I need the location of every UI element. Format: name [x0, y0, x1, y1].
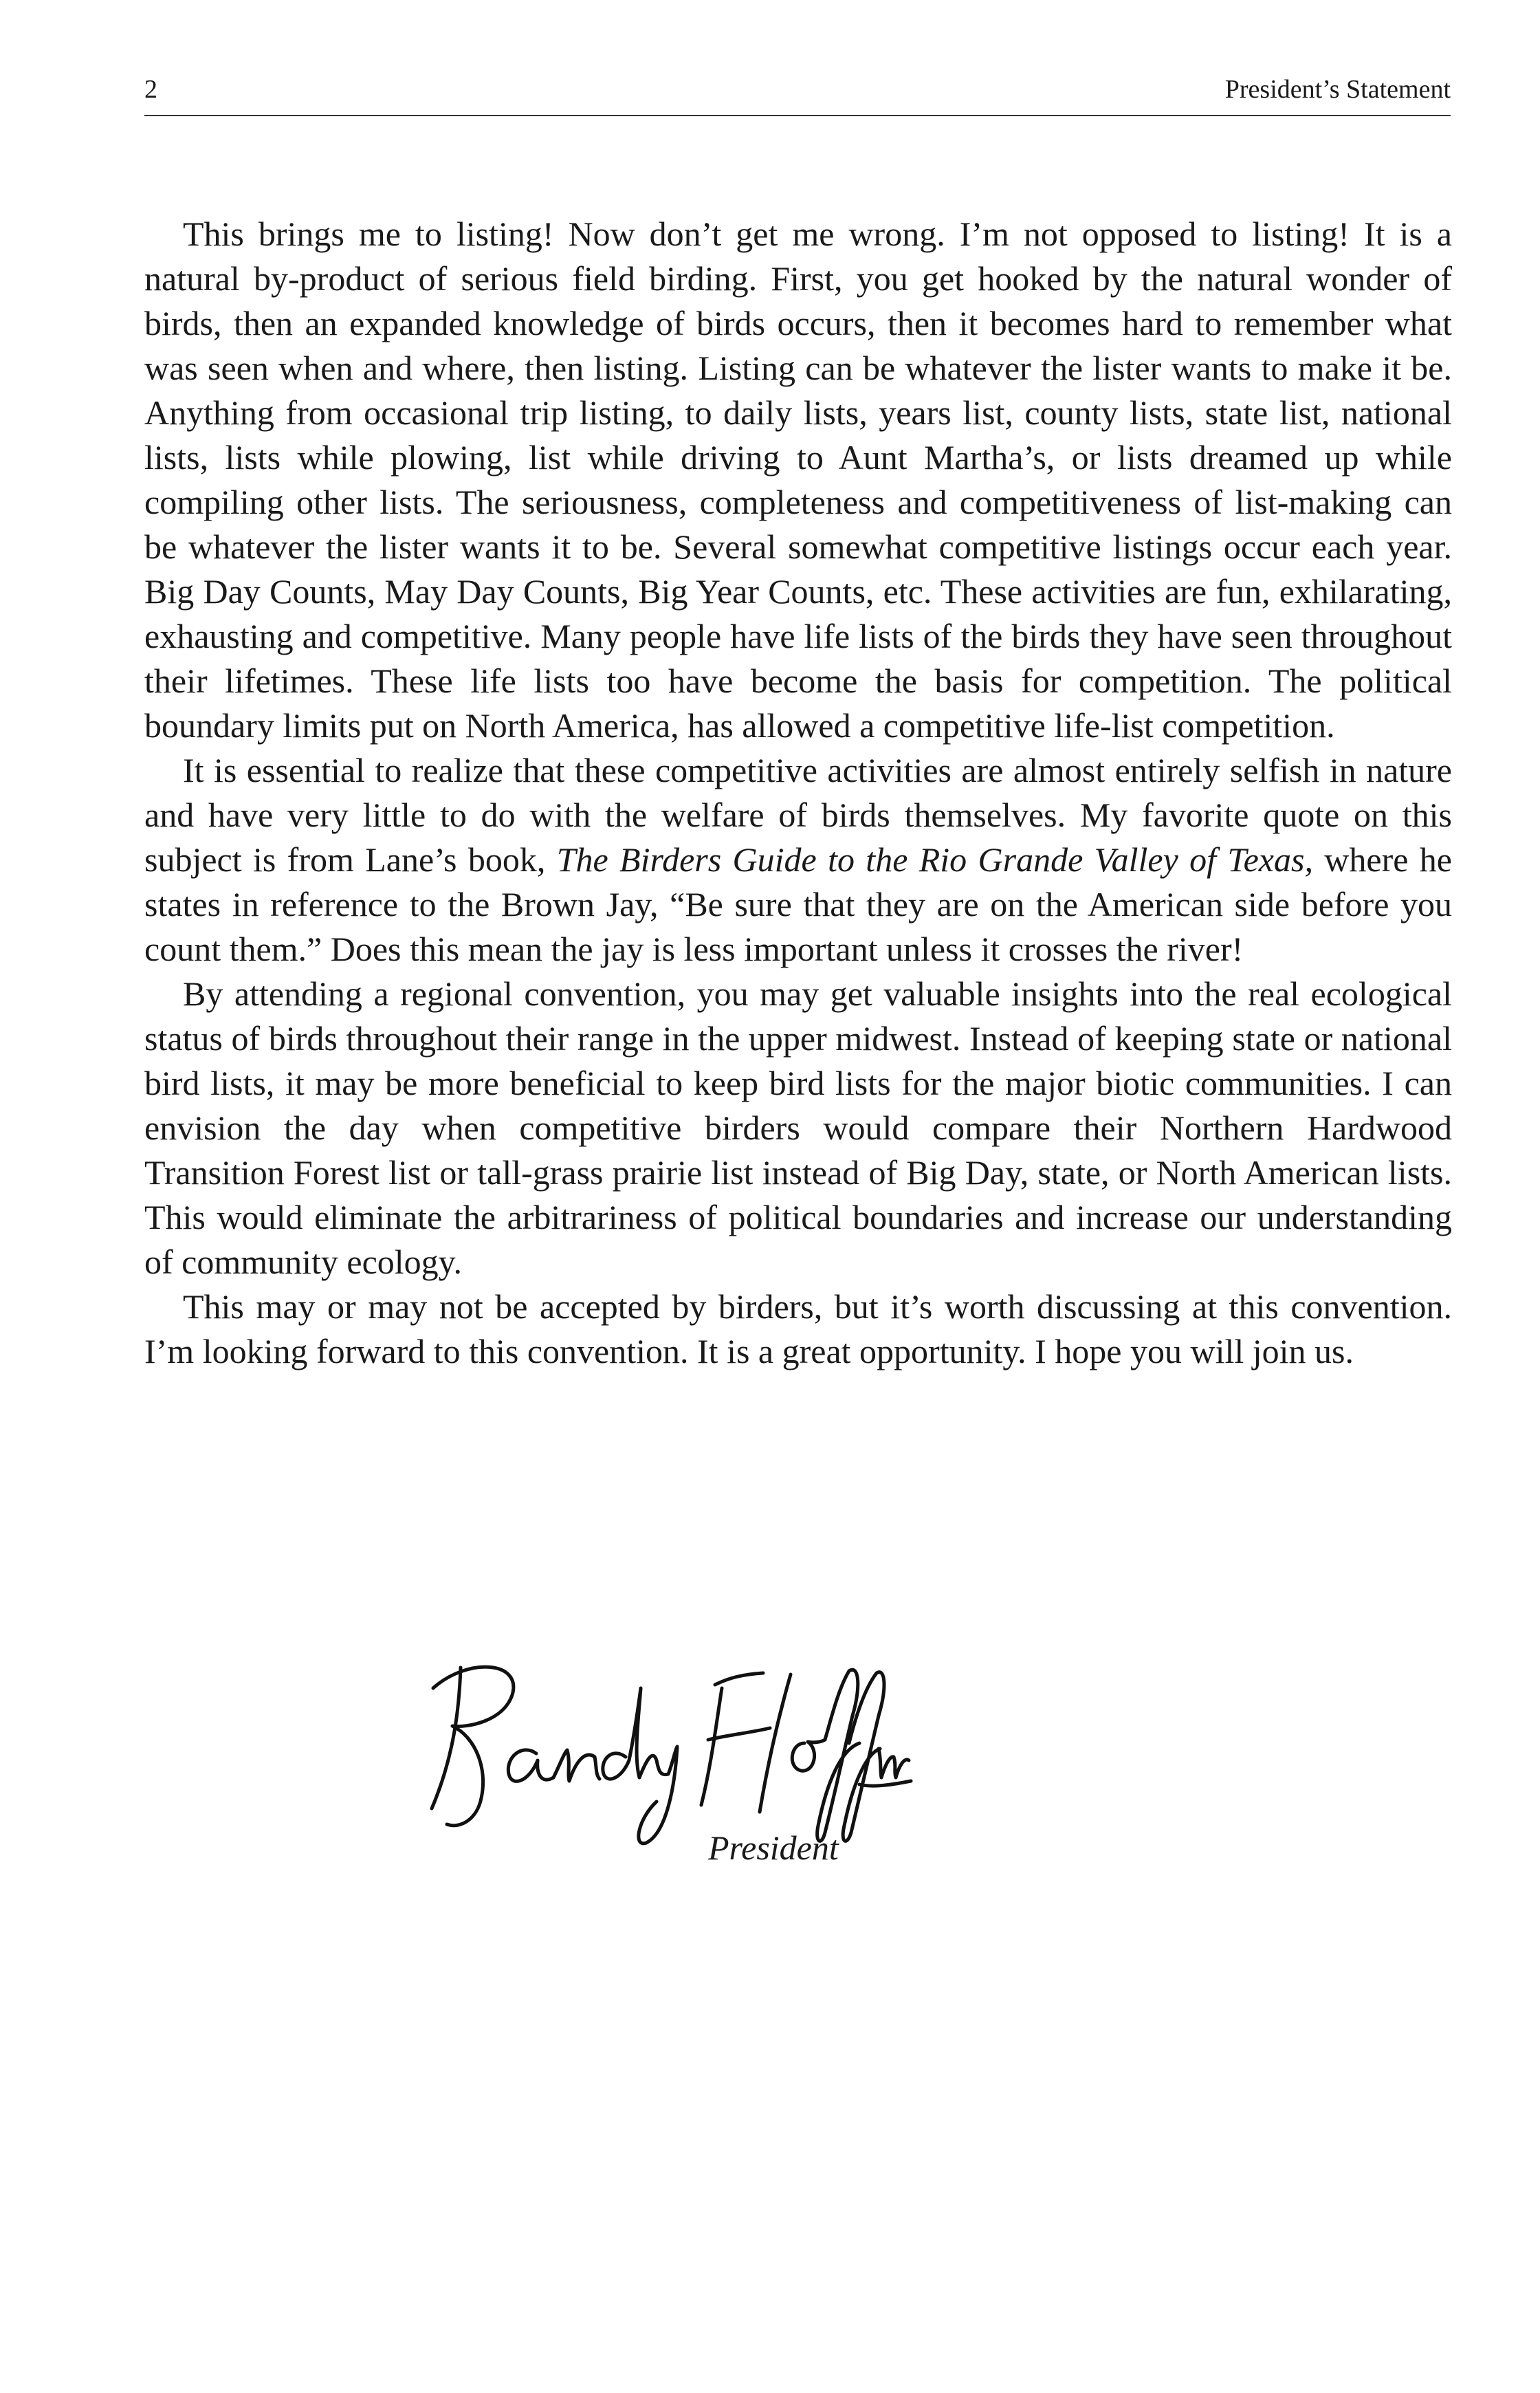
article-body: [144, 212, 1452, 1374]
signer-title: President: [708, 1828, 839, 1867]
paragraph-listing: [144, 212, 1452, 748]
paragraph-convention-text: By attending a regional convention, you may get valuable insights into the real ecological status of birds throughout their range in the upper midwest. Instead of keeping state or national bird lists, it may be more beneficial to keep bird lists for the major biotic communities. I can envision the day when competitive birders would compare their Northern Hardwood Transition Forest list or tall-grass prairie list instead of Big Day, state, or North American lists. This would eliminate the arbitrariness of political boundaries and increase our understanding of community ecology.: [144, 974, 1452, 1281]
paragraph-closing-text: This may or may not be accepted by birders, but it’s worth discussing at this convention. I’m looking forward to this convention. It is a great opportunity. I hope you will join us.: [144, 1287, 1452, 1370]
paragraph-closing: [144, 1285, 1452, 1374]
paragraph-listing-text: This brings me to listing! Now don’t get me wrong. I’m not opposed to listing! It is a natural by-product of serious field birding. First, you get hooked by the natural wonder of birds, then an expanded knowledge of birds occurs, then it becomes hard to remember what was seen when and where, then listing. Listing can be whatever the lister wants to make it be. Anything from occasional trip listing, to daily lists, years list, county lists, state list, national lists, lists while plowing, list while driving to Aunt Martha’s, or lists dreamed up while compiling other lists. The seriousness, completeness and competitiveness of list-making can be whatever the lister wants it to be. Several somewhat competitive listings occur each year. Big Day Counts, May Day Counts, Big Year Counts, etc. These activities are fun, exhilarating, exhausting and competitive. Many people have life lists of the birds they have seen throughout their lifetimes. These life lists too have become the basis for competition. The political boundary limits put on North America, has allowed a competitive life-list competition.: [144, 215, 1452, 745]
paragraph-selfish-text-2: where he states in reference to the Brown Jay, “Be sure that they are on the American side before you count them.” Does this mean the jay is less important unless it crosses the river!: [144, 840, 1452, 968]
header-rule: [144, 115, 1451, 116]
page-number: 2: [144, 75, 157, 104]
book-title: The Birders Guide to the Rio Grande Valley of Texas,: [556, 840, 1313, 879]
paragraph-convention: [144, 972, 1452, 1285]
paragraph-selfish: [144, 748, 1452, 972]
running-head: [144, 69, 1451, 117]
section-title: President’s Statement: [1224, 75, 1451, 104]
handwritten-signature: [419, 1647, 914, 1853]
paragraph-selfish-text-1: It is essential to realize that these competitive activities are almost entirely selfish in nature and have very little to do with the welfare of birds themselves. My favorite quote on this subject is from Lane’s book,: [144, 751, 1452, 879]
